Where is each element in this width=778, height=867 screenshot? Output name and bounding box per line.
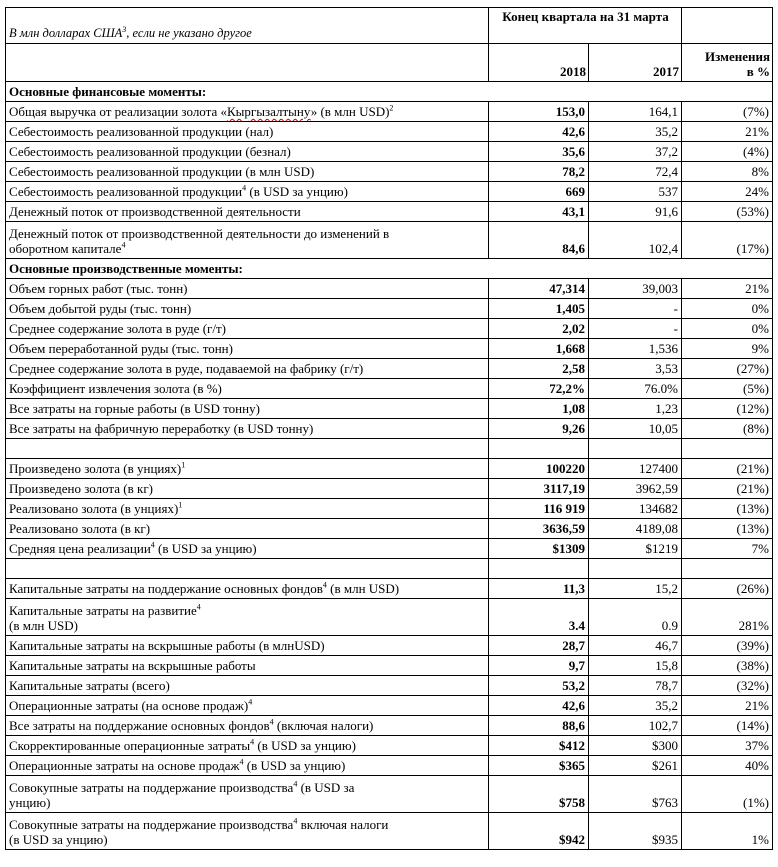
value-2017: 78,7 [589, 676, 682, 696]
value-2017: $935 [589, 813, 682, 850]
row-label-text: Произведено золота (в унциях)$^1$ [9, 460, 186, 476]
change-percent: (12%) [682, 399, 773, 419]
row-label [6, 676, 489, 696]
financial-table [5, 7, 773, 850]
change-percent: 21% [682, 122, 773, 142]
value-2017: 35,2 [589, 122, 682, 142]
empty-cell [489, 559, 589, 579]
change-percent: 24% [682, 182, 773, 202]
row-label-text: Скорректированные операционные затраты$^4$ (в USD за унцию) [9, 737, 356, 753]
row-label-text: Средняя цена реализации$^4$ (в USD за унцию) [9, 540, 257, 556]
table-row [6, 222, 773, 259]
row-label-text: Реализовано золота (в унциях)$^1$ [9, 500, 183, 516]
row-label-text: Капитальные затраты на вскрышные работы [9, 658, 256, 673]
value-2018: 1,668 [489, 339, 589, 359]
row-label-line1: Капитальные затраты на развитие$^4$ [9, 602, 201, 618]
row-label-line1: Совокупные затраты на поддержание производства$^4$ включая налоги [9, 816, 389, 832]
row-label [6, 339, 489, 359]
row-label-text: Все затраты на горные работы (в USD тонну) [9, 401, 260, 416]
change-percent: 0% [682, 319, 773, 339]
value-2018: 43,1 [489, 202, 589, 222]
table-row [6, 539, 773, 559]
row-label [6, 399, 489, 419]
value-2018: 116 919 [489, 499, 589, 519]
row-label [6, 419, 489, 439]
row-label-text: Капитальные затраты (всего) [9, 678, 170, 693]
value-2017: 164,1 [589, 102, 682, 122]
value-2018: 9,7 [489, 656, 589, 676]
row-label [6, 299, 489, 319]
table-row [6, 813, 773, 850]
empty-cell [682, 439, 773, 459]
row-label-text: (в USD за унцию) [9, 832, 108, 847]
value-2018: 11,3 [489, 579, 589, 599]
table-row [6, 716, 773, 736]
row-label [6, 736, 489, 756]
value-2017: 35,2 [589, 696, 682, 716]
value-2018: 100220 [489, 459, 589, 479]
row-label [6, 636, 489, 656]
value-2017: 39,003 [589, 279, 682, 299]
row-label-text: (в млн USD) [9, 618, 78, 633]
value-2018: 42,6 [489, 696, 589, 716]
value-2017: 15,2 [589, 579, 682, 599]
value-2018: 42,6 [489, 122, 589, 142]
table-row [6, 339, 773, 359]
value-2018: 53,2 [489, 676, 589, 696]
table-row [6, 162, 773, 182]
table-row [6, 202, 773, 222]
row-label-text: Себестоимость реализованной продукции (нал) [9, 124, 274, 139]
table-row [6, 479, 773, 499]
table-row [6, 736, 773, 756]
change-percent: (7%) [682, 102, 773, 122]
value-2017: $1219 [589, 539, 682, 559]
value-2017: 10,05 [589, 419, 682, 439]
row-label [6, 756, 489, 776]
change-percent: (8%) [682, 419, 773, 439]
value-2018: 669 [489, 182, 589, 202]
value-2017: 4189,08 [589, 519, 682, 539]
value-2017: $763 [589, 776, 682, 813]
table-row [6, 696, 773, 716]
value-2018: 153,0 [489, 102, 589, 122]
change-percent: (1%) [682, 776, 773, 813]
change-percent: (26%) [682, 579, 773, 599]
row-label [6, 656, 489, 676]
value-2018: $365 [489, 756, 589, 776]
value-2018: 9,26 [489, 419, 589, 439]
row-label-text: Все затраты на фабричную переработку (в USD тонну) [9, 421, 314, 436]
row-label-text: Себестоимость реализованной продукции (безнал) [9, 144, 291, 159]
units-note: В млн долларах США$^3$, если не указано другое [6, 8, 489, 44]
change-percent: (14%) [682, 716, 773, 736]
row-label-text: Произведено золота (в кг) [9, 481, 153, 496]
table-row [6, 102, 773, 122]
change-percent: (53%) [682, 202, 773, 222]
value-2018: $758 [489, 776, 589, 813]
change-percent: (21%) [682, 479, 773, 499]
change-percent: (4%) [682, 142, 773, 162]
value-2018: 3117,19 [489, 479, 589, 499]
spacer-row [6, 439, 773, 459]
empty-cell [682, 559, 773, 579]
change-percent: 8% [682, 162, 773, 182]
change-percent: 1% [682, 813, 773, 850]
table-row [6, 519, 773, 539]
row-label-text: Среднее содержание золота в руде, подаваемой на фабрику (г/т) [9, 361, 364, 376]
row-label-text: Объем горных работ (тыс. тонн) [9, 281, 188, 296]
empty-cell [589, 559, 682, 579]
row-label [6, 102, 489, 122]
value-2017: 37,2 [589, 142, 682, 162]
row-label [6, 162, 489, 182]
row-label-text: Реализовано золота (в кг) [9, 521, 151, 536]
row-label [6, 202, 489, 222]
row-label [6, 319, 489, 339]
change-percent: 9% [682, 339, 773, 359]
value-2017: 1,23 [589, 399, 682, 419]
change-percent: (39%) [682, 636, 773, 656]
table-row [6, 459, 773, 479]
empty-cell [489, 439, 589, 459]
value-2017: 3,53 [589, 359, 682, 379]
value-2018: 35,6 [489, 142, 589, 162]
empty-header-cell [682, 8, 773, 44]
value-2018: 2,02 [489, 319, 589, 339]
column-header-2017: 2017 [589, 44, 682, 82]
value-2017: 127400 [589, 459, 682, 479]
table-row [6, 776, 773, 813]
change-percent: 40% [682, 756, 773, 776]
section-title: Основные финансовые моменты: [6, 82, 773, 102]
table-row [6, 636, 773, 656]
change-percent: 7% [682, 539, 773, 559]
row-label-text: унцию) [9, 795, 51, 810]
value-2017: 102,4 [589, 222, 682, 259]
change-percent: 21% [682, 696, 773, 716]
value-2018: 1,405 [489, 299, 589, 319]
row-label [6, 222, 489, 259]
value-2018: 3.4 [489, 599, 589, 636]
value-2018: 28,7 [489, 636, 589, 656]
value-2018: $942 [489, 813, 589, 850]
row-label-text: Денежный поток от производственной деятельности [9, 204, 301, 219]
value-2018: 1,08 [489, 399, 589, 419]
row-label-text: Все затраты на поддержание основных фондов$^4$ (включая налоги) [9, 717, 374, 733]
value-2017: 537 [589, 182, 682, 202]
table-row [6, 319, 773, 339]
header-row-1 [6, 8, 773, 44]
row-label [6, 279, 489, 299]
change-percent: (13%) [682, 519, 773, 539]
value-2017: 15,8 [589, 656, 682, 676]
table-row [6, 756, 773, 776]
value-2018: 88,6 [489, 716, 589, 736]
change-percent: 0% [682, 299, 773, 319]
row-label-text: Общая выручка от реализации золота «Кыргызалтыну» (в млн USD)$^2$ [9, 103, 394, 119]
table-row [6, 359, 773, 379]
value-2017: 1,536 [589, 339, 682, 359]
table-row [6, 299, 773, 319]
row-label [6, 379, 489, 399]
row-label [6, 696, 489, 716]
table-row [6, 656, 773, 676]
empty-cell [6, 559, 489, 579]
table-row [6, 379, 773, 399]
row-label [6, 716, 489, 736]
section-header-row [6, 82, 773, 102]
row-label-text: Себестоимость реализованной продукции$^4$ (в USD за унцию) [9, 183, 348, 199]
row-label [6, 776, 489, 813]
row-label [6, 122, 489, 142]
change-percent: (27%) [682, 359, 773, 379]
change-percent: (21%) [682, 459, 773, 479]
value-2017: 91,6 [589, 202, 682, 222]
value-2018: $1309 [489, 539, 589, 559]
change-percent: 21% [682, 279, 773, 299]
change-percent: 281% [682, 599, 773, 636]
change-percent: (5%) [682, 379, 773, 399]
row-label-text: Капитальные затраты на вскрышные работы (в млнUSD) [9, 638, 325, 653]
empty-header-cell [6, 44, 489, 82]
table-row [6, 279, 773, 299]
value-2018: 2,58 [489, 359, 589, 379]
period-header: Конец квартала на 31 марта [489, 8, 682, 44]
value-2017: 76.0% [589, 379, 682, 399]
row-label [6, 499, 489, 519]
row-label [6, 599, 489, 636]
table-row [6, 676, 773, 696]
value-2017: - [589, 319, 682, 339]
row-label [6, 459, 489, 479]
row-label-line1: Совокупные затраты на поддержание производства$^4$ (в USD за [9, 779, 355, 795]
header-row-2 [6, 44, 773, 82]
value-2017: 0.9 [589, 599, 682, 636]
row-label-text: Среднее содержание золота в руде (г/т) [9, 321, 226, 336]
change-percent: (13%) [682, 499, 773, 519]
section-title: Основные производственные моменты: [6, 259, 773, 279]
value-2018: $412 [489, 736, 589, 756]
row-label-text: оборотном капитале$^4$ [9, 240, 126, 256]
value-2018: 84,6 [489, 222, 589, 259]
spacer-row [6, 559, 773, 579]
value-2018: 3636,59 [489, 519, 589, 539]
row-label-text: Объем добытой руды (тыс. тонн) [9, 301, 192, 316]
table-row [6, 182, 773, 202]
change-percent: (32%) [682, 676, 773, 696]
change-percent: 37% [682, 736, 773, 756]
row-label [6, 359, 489, 379]
value-2017: - [589, 299, 682, 319]
value-2017: 134682 [589, 499, 682, 519]
table-row [6, 122, 773, 142]
column-header-2018: 2018 [489, 44, 589, 82]
row-label-text: Коэффициент извлечения золота (в %) [9, 381, 222, 396]
table-row [6, 599, 773, 636]
empty-cell [589, 439, 682, 459]
row-label-line1: Денежный поток от производственной деятельности до изменений в [9, 226, 390, 241]
row-label [6, 182, 489, 202]
row-label-text: Себестоимость реализованной продукции (в млн USD) [9, 164, 315, 179]
spellcheck-underline: Кыргызалтыну [227, 104, 311, 119]
value-2017: 46,7 [589, 636, 682, 656]
change-percent: (38%) [682, 656, 773, 676]
row-label [6, 813, 489, 850]
section-header-row [6, 259, 773, 279]
value-2018: 47,314 [489, 279, 589, 299]
table-row [6, 579, 773, 599]
value-2018: 78,2 [489, 162, 589, 182]
row-label [6, 539, 489, 559]
change-percent: (17%) [682, 222, 773, 259]
column-header-change: Изменения в % [682, 44, 773, 82]
row-label-text: Объем переработанной руды (тыс. тонн) [9, 341, 233, 356]
row-label-text: Капитальные затраты на поддержание основных фондов$^4$ (в млн USD) [9, 580, 400, 596]
value-2017: 3962,59 [589, 479, 682, 499]
row-label-text: Операционные затраты на основе продаж$^4$ (в USD за унцию) [9, 757, 346, 773]
value-2017: 102,7 [589, 716, 682, 736]
value-2018: 72,2% [489, 379, 589, 399]
value-2017: $300 [589, 736, 682, 756]
value-2017: 72,4 [589, 162, 682, 182]
table-row [6, 499, 773, 519]
value-2017: $261 [589, 756, 682, 776]
row-label [6, 579, 489, 599]
row-label [6, 479, 489, 499]
row-label-text: Операционные затраты (на основе продаж)$^4$ [9, 697, 253, 713]
row-label [6, 519, 489, 539]
table-row [6, 142, 773, 162]
empty-cell [6, 439, 489, 459]
row-label [6, 142, 489, 162]
table-row [6, 399, 773, 419]
table-row [6, 419, 773, 439]
